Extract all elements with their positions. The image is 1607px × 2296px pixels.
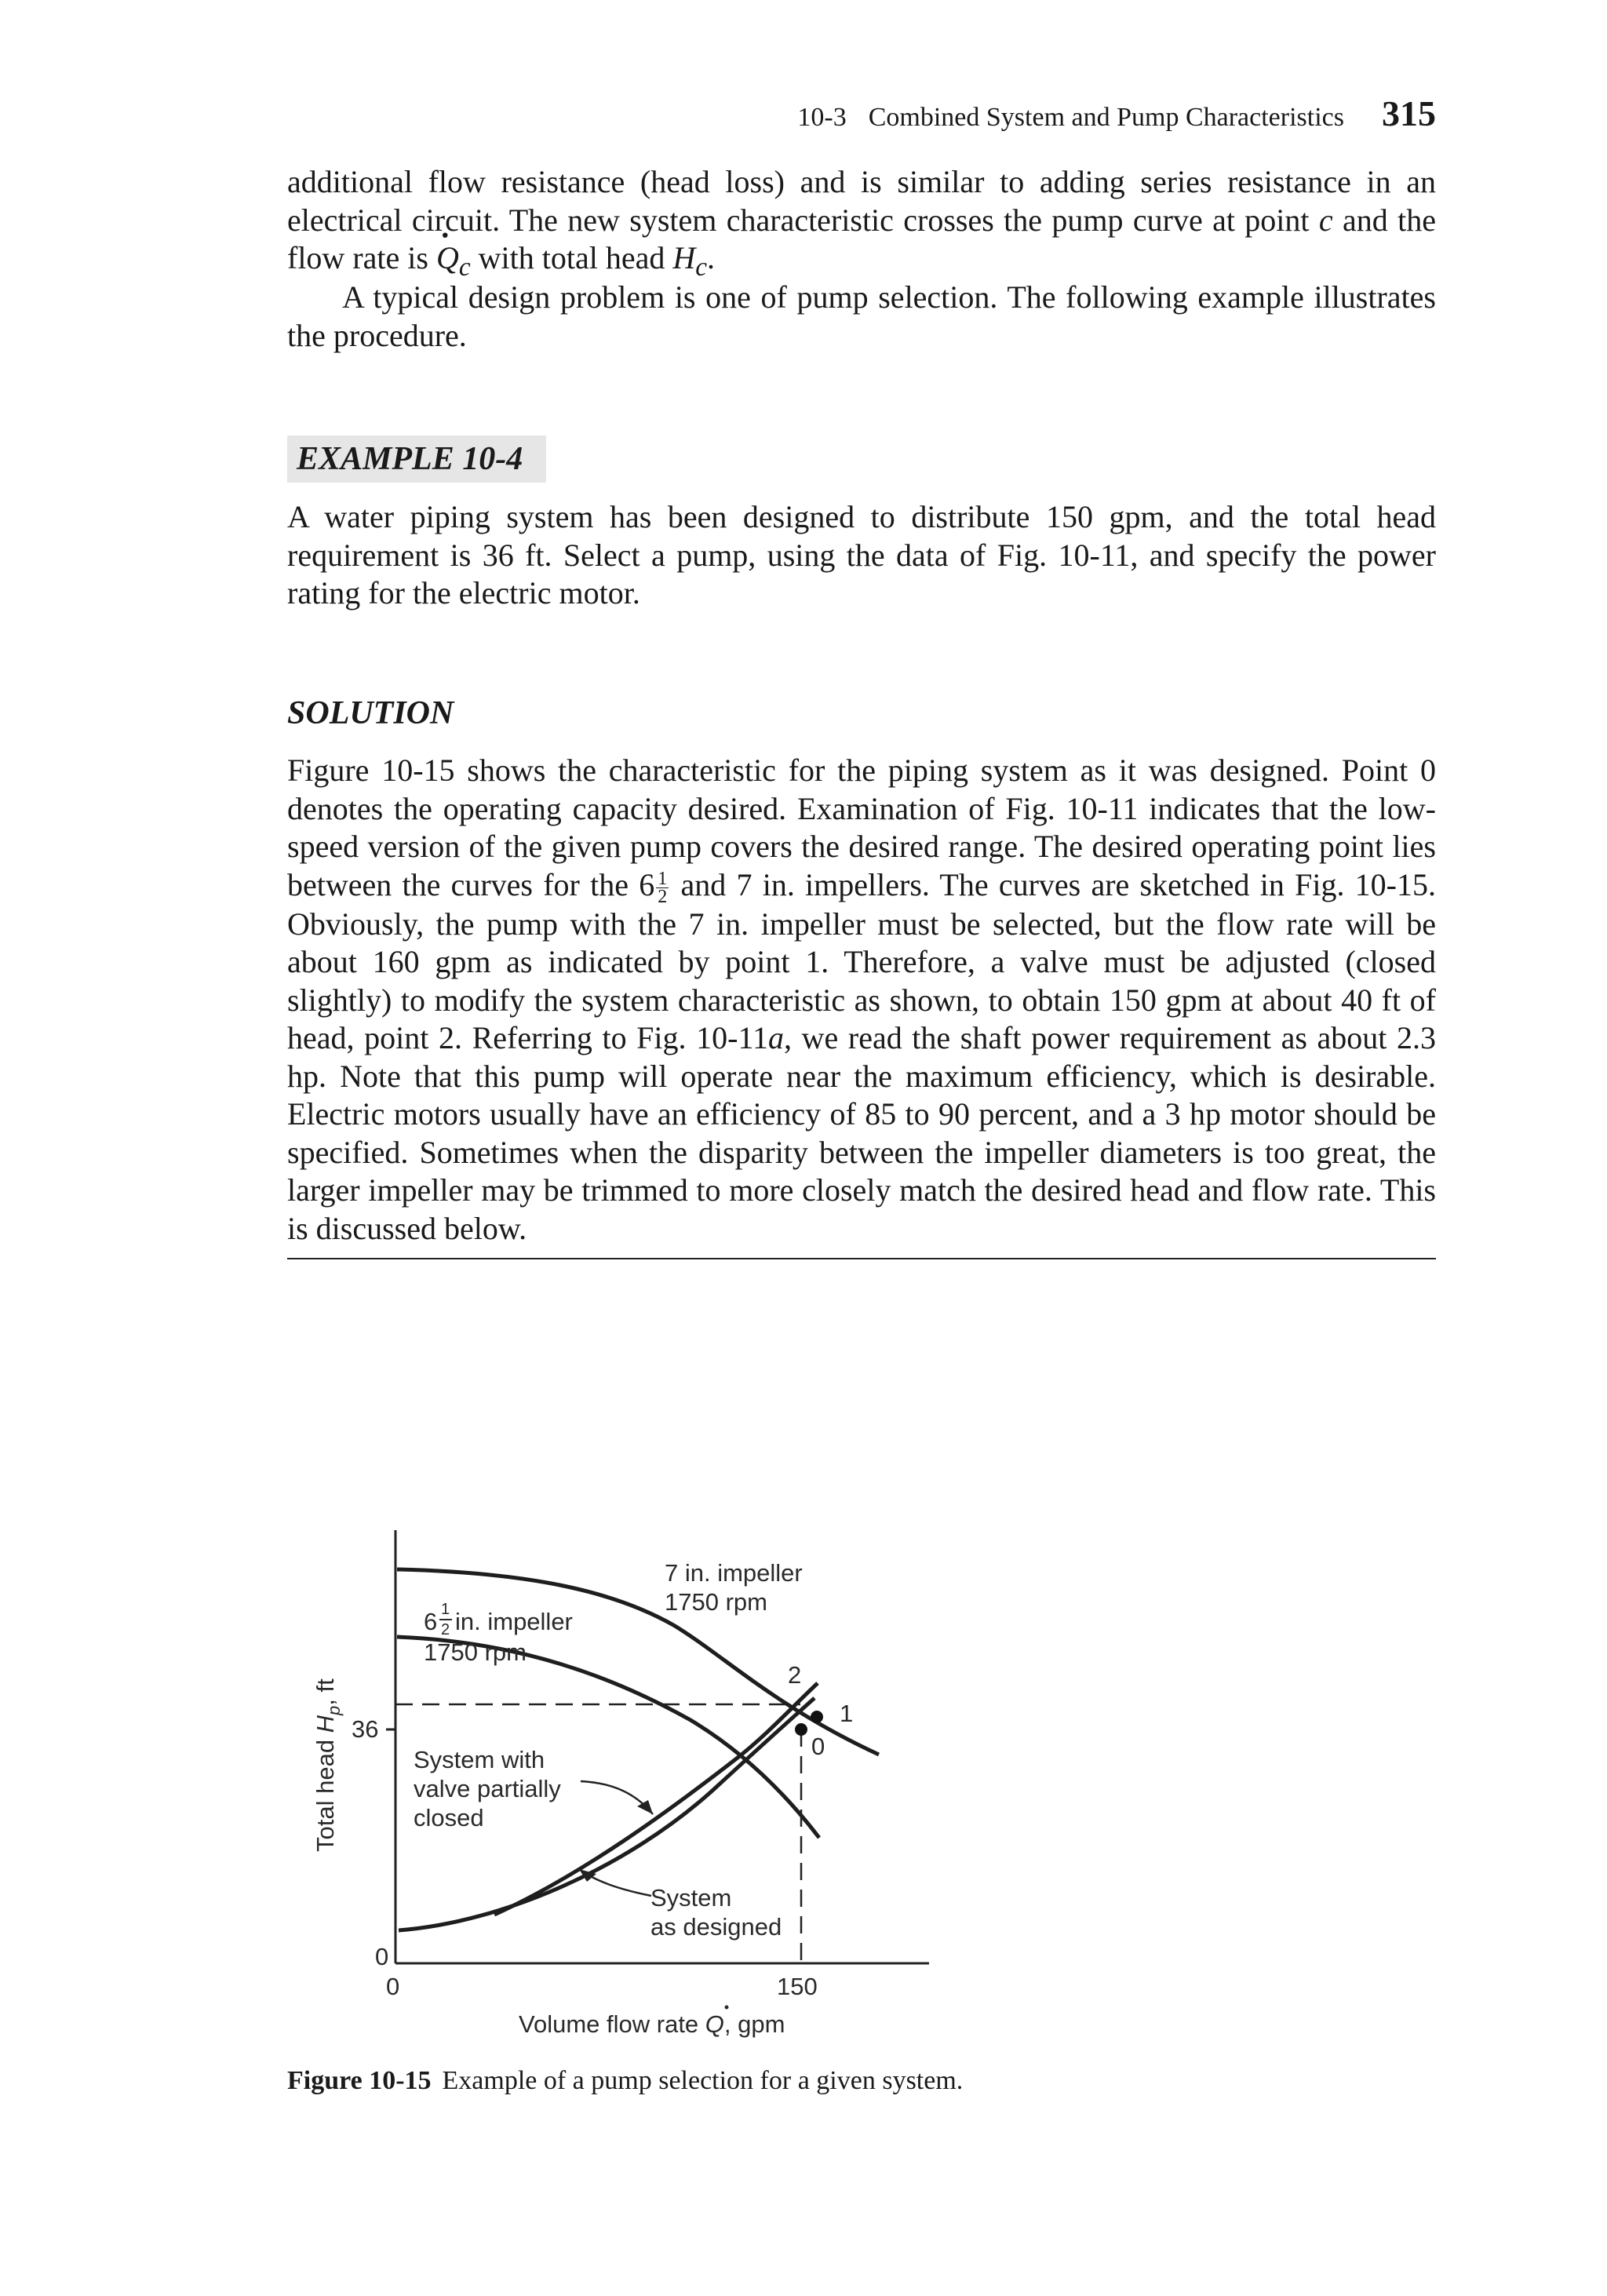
q-dot-x-label: [725, 2006, 729, 2010]
solution-text-1: Figure 10-15 shows the characteristic for the piping system as it was designed. Point 0 denotes the operating capacity desired. Examination of Fig. 10-11 indicates that the low-speed version of the given pump covers the desired range. The desired operating point lies between the curves for the 6: [287, 753, 1436, 902]
caption-label: Figure 10-15: [287, 2066, 432, 2095]
para2-text: A typical design problem is one of pump selection. The following example illustrates the procedure.: [287, 279, 1436, 353]
para1-text-3: with total head: [470, 240, 673, 275]
fraction-denominator: 2: [658, 886, 668, 907]
point-c-label: c: [1318, 202, 1333, 238]
section-number: 10-3: [797, 103, 847, 132]
h-symbol: H: [672, 240, 696, 275]
label-point-1: 1: [840, 1700, 854, 1727]
label-point-2: 2: [788, 1661, 802, 1689]
y-axis-title: [312, 1678, 344, 1852]
label-7in-rpm: 1750 rpm: [665, 1588, 767, 1616]
label-valve-line-1: System with: [414, 1746, 545, 1773]
x-axis-title: [519, 2010, 785, 2038]
label-valve-line-2: valve partially: [414, 1775, 561, 1802]
y-axis-title-sub: p: [324, 1705, 344, 1715]
example-text: A water piping system has been designed to distribute 150 gpm, and the total head requirement is 36 ft. Select a pump, using the data of Fig. 10-11, and specify the power rating for the electric motor.: [287, 499, 1436, 610]
x-axis-title-var: Q: [705, 2010, 724, 2038]
y-tick-label-0: 0: [375, 1943, 389, 1970]
x-tick-label-0: 0: [386, 1973, 400, 2000]
example-statement: [287, 498, 1436, 613]
label-valve-line-3: closed: [414, 1804, 484, 1831]
pump-system-diagram: [298, 1522, 942, 2072]
operating-point-1: [811, 1711, 823, 1723]
label-65-denominator: 2: [441, 1621, 450, 1638]
y-axis-title-var: H: [312, 1715, 339, 1733]
para1-text-2: and the flow rate is: [287, 202, 1437, 275]
example-heading: EXAMPLE 10-4: [297, 441, 523, 477]
arrow-valve-label: [581, 1781, 653, 1814]
label-7in-impeller: 7 in. impeller: [665, 1559, 803, 1587]
label-65-impeller: in. impeller: [455, 1608, 573, 1635]
label-designed-line-2: as designed: [650, 1913, 782, 1941]
h-subscript: c: [695, 253, 708, 282]
y-axis-title-main: Total head: [312, 1733, 339, 1852]
fraction-one-half: [656, 870, 669, 906]
solution-text-2: and 7 in. impellers. The curves are sketched in Fig. 10-15. Obviously, the pump with the 7 in. impeller must be selected, but the flow rate will be about 160 gpm as indicated by point 1. Therefore, a valve must be adjusted (closed slightly) to modify the system characteristic as shown, to obtain 150 gpm at about 40 ft of head, point 2. Referring to Fig. 10-11: [287, 866, 1437, 1056]
figure-ref-a: a: [768, 1020, 784, 1056]
section-title: Combined System and Pump Characteristics: [868, 103, 1344, 132]
label-point-0: 0: [811, 1733, 825, 1760]
figure-10-15: [298, 1522, 942, 2072]
para1-text-4: .: [707, 240, 716, 275]
q-letter: Q: [435, 240, 459, 275]
x-axis-title-main: Volume flow rate: [519, 2010, 705, 2038]
y-axis-title-unit: , ft: [312, 1678, 339, 1706]
paragraph-intro: [287, 163, 1436, 287]
para1-text-1: additional flow resistance (head loss) and is similar to adding series resistance in an electrical circuit. The new system characteristic crosses the pump curve at point: [287, 164, 1436, 238]
q-dot-symbol: [436, 240, 459, 275]
x-tick-label-150: 150: [777, 1973, 818, 2000]
paragraph-design-problem: [287, 279, 1436, 355]
page-number: 315: [1382, 93, 1436, 133]
running-header: [745, 93, 1436, 137]
label-65-rpm: 1750 rpm: [424, 1638, 527, 1666]
fraction-numerator: 1: [658, 868, 668, 889]
caption-text: Example of a pump selection for a given system.: [442, 2066, 964, 2095]
example-end-rule: [287, 1258, 1436, 1259]
label-designed-line-1: System: [650, 1884, 732, 1912]
x-axis-title-unit: , gpm: [723, 2010, 785, 2038]
solution-text: [287, 752, 1436, 1248]
solution-text-3: , we read the shaft power requirement as about 2.3 hp. Note that this pump will operate near the maximum efficiency, which is desirable. Electric motors usually have an efficiency of 85 to 90 percent, and a 3 hp motor should be specified. Sometimes when the disparity between the impeller diameters is too great, the larger impeller may be trimmed to more closely match the desired head and flow rate. This is discussed below.: [287, 1020, 1437, 1246]
label-65-numerator: 1: [441, 1601, 450, 1618]
solution-heading: SOLUTION: [287, 695, 454, 731]
label-65-whole: 6: [424, 1608, 438, 1635]
y-axis-title-group: [312, 1678, 344, 1852]
q-subscript: c: [458, 253, 471, 282]
operating-point-0: [795, 1723, 807, 1736]
y-tick-label-36: 36: [352, 1715, 379, 1743]
figure-caption: [287, 2064, 963, 2098]
